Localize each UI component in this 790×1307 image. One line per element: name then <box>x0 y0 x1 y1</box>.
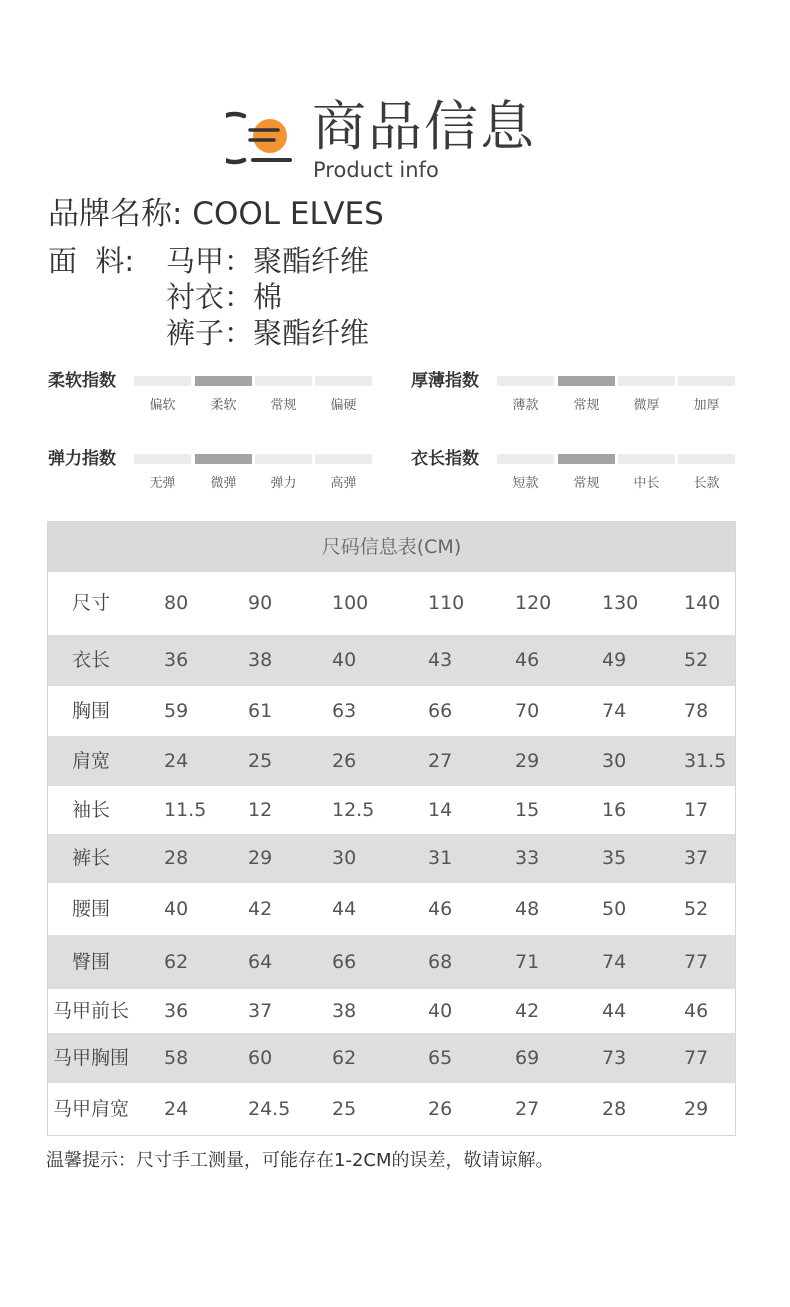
index-segment <box>678 376 735 386</box>
index-option-label: 中长 <box>633 476 660 491</box>
index-segment <box>678 454 735 464</box>
table-cell: 46 <box>684 1000 709 1022</box>
table-cell: 12 <box>248 799 273 821</box>
index-segment <box>618 454 675 464</box>
table-cell: 63 <box>332 700 357 722</box>
index-segment-selected <box>195 454 252 464</box>
table-cell: 26 <box>332 750 357 772</box>
table-cell: 70 <box>515 700 540 722</box>
index-segment-selected <box>558 376 615 386</box>
index-scale <box>134 376 374 413</box>
table-row <box>48 572 735 635</box>
row-label: 衣长 <box>71 649 110 671</box>
table-cell: 37 <box>684 847 709 869</box>
table-cell: 90 <box>248 592 273 614</box>
table-cell: 66 <box>332 951 357 973</box>
table-cell: 12.5 <box>332 799 375 821</box>
row-label: 裤长 <box>71 847 110 869</box>
index-option-label: 薄款 <box>512 398 539 413</box>
table-cell: 69 <box>515 1047 540 1069</box>
table-cell: 65 <box>428 1047 453 1069</box>
row-label: 腰围 <box>71 898 110 920</box>
page-subtitle: Product info <box>313 158 439 182</box>
index-segment <box>255 376 312 386</box>
table-row <box>48 686 735 736</box>
table-cell: 38 <box>332 1000 357 1022</box>
index-option-label: 短款 <box>512 476 539 491</box>
index-segment <box>618 376 675 386</box>
index-option-label: 弹力 <box>270 476 297 491</box>
index-label: 柔软指数 <box>48 371 116 391</box>
fabric-label: 面 料: <box>48 244 135 278</box>
table-cell: 17 <box>684 799 709 821</box>
index-label: 厚薄指数 <box>411 371 479 391</box>
table-cell: 26 <box>428 1098 453 1120</box>
index-option-label: 加厚 <box>693 398 720 413</box>
table-cell: 14 <box>428 799 453 821</box>
table-cell: 64 <box>248 951 273 973</box>
table-cell: 77 <box>684 1047 709 1069</box>
table-cell: 24 <box>164 1098 189 1120</box>
table-cell: 27 <box>515 1098 540 1120</box>
index-option-label: 无弹 <box>149 476 176 491</box>
index-option-label: 柔软 <box>210 398 237 413</box>
table-cell: 27 <box>428 750 453 772</box>
table-cell: 29 <box>515 750 540 772</box>
index-label: 衣长指数 <box>411 449 479 469</box>
fabric-vest: 马甲：聚酯纤维 <box>166 244 370 278</box>
table-cell: 40 <box>332 649 357 671</box>
table-row <box>48 834 735 883</box>
table-cell: 46 <box>428 898 453 920</box>
table-cell: 50 <box>602 898 627 920</box>
size-table <box>47 521 736 1136</box>
table-cell: 33 <box>515 847 540 869</box>
table-cell: 61 <box>248 700 273 722</box>
table-cell: 77 <box>684 951 709 973</box>
table-cell: 62 <box>332 1047 357 1069</box>
row-label: 肩宽 <box>71 750 110 772</box>
table-cell: 29 <box>248 847 273 869</box>
index-segment <box>134 454 191 464</box>
table-cell: 46 <box>515 649 540 671</box>
table-cell: 52 <box>684 898 709 920</box>
table-row <box>48 736 735 786</box>
table-cell: 36 <box>164 649 189 671</box>
table-cell: 11.5 <box>164 799 207 821</box>
table-cell: 43 <box>428 649 453 671</box>
table-cell: 36 <box>164 1000 189 1022</box>
index-option-label: 微弹 <box>210 476 237 491</box>
table-cell: 49 <box>602 649 627 671</box>
header <box>0 92 790 192</box>
table-cell: 31.5 <box>684 750 727 772</box>
table-row <box>48 1083 735 1136</box>
table-cell: 16 <box>602 799 627 821</box>
index-option-label: 常规 <box>573 398 600 413</box>
table-cell: 40 <box>428 1000 453 1022</box>
table-cell: 37 <box>248 1000 273 1022</box>
table-cell: 30 <box>602 750 627 772</box>
index-label: 弹力指数 <box>48 449 116 469</box>
index-scale <box>497 376 737 413</box>
index-option-label: 常规 <box>573 476 600 491</box>
row-label: 臀围 <box>71 951 110 973</box>
document-circle-icon <box>226 110 296 166</box>
table-cell: 62 <box>164 951 189 973</box>
table-cell: 100 <box>332 592 369 614</box>
table-row <box>48 989 735 1033</box>
table-cell: 15 <box>515 799 540 821</box>
index-segment-selected <box>558 454 615 464</box>
table-cell: 73 <box>602 1047 627 1069</box>
row-label: 马甲前长 <box>52 1000 129 1022</box>
table-cell: 42 <box>515 1000 540 1022</box>
index-segment <box>497 376 554 386</box>
table-cell: 28 <box>164 847 189 869</box>
table-cell: 42 <box>248 898 273 920</box>
table-cell: 120 <box>515 592 552 614</box>
row-label: 马甲胸围 <box>52 1047 129 1069</box>
table-cell: 71 <box>515 951 540 973</box>
table-caption: 尺码信息表(CM) <box>48 522 735 572</box>
table-cell: 24.5 <box>248 1098 291 1120</box>
table-cell: 44 <box>332 898 357 920</box>
fabric-shirt: 衬衣：棉 <box>166 280 283 314</box>
index-option-label: 长款 <box>693 476 720 491</box>
table-cell: 35 <box>602 847 627 869</box>
index-segment <box>315 454 372 464</box>
table-cell: 24 <box>164 750 189 772</box>
table-cell: 74 <box>602 951 627 973</box>
table-cell: 52 <box>684 649 709 671</box>
table-cell: 68 <box>428 951 453 973</box>
table-cell: 29 <box>684 1098 709 1120</box>
table-cell: 80 <box>164 592 189 614</box>
table-row <box>48 935 735 989</box>
index-segment <box>497 454 554 464</box>
index-scale <box>497 454 737 491</box>
index-option-label: 微厚 <box>633 398 660 413</box>
index-option-label: 高弹 <box>330 476 357 491</box>
table-cell: 25 <box>332 1098 357 1120</box>
table-cell: 58 <box>164 1047 189 1069</box>
index-segment <box>315 376 372 386</box>
table-cell: 38 <box>248 649 273 671</box>
table-cell: 130 <box>602 592 639 614</box>
table-cell: 110 <box>428 592 465 614</box>
row-label: 尺寸 <box>71 592 110 614</box>
index-segment <box>255 454 312 464</box>
table-cell: 40 <box>164 898 189 920</box>
table-cell: 78 <box>684 700 709 722</box>
index-segment-selected <box>195 376 252 386</box>
table-cell: 48 <box>515 898 540 920</box>
table-cell: 66 <box>428 700 453 722</box>
index-option-label: 偏硬 <box>330 398 357 413</box>
index-option-label: 常规 <box>270 398 297 413</box>
fabric-pants: 裤子：聚酯纤维 <box>166 316 370 350</box>
row-label: 马甲肩宽 <box>52 1098 129 1120</box>
table-row <box>48 786 735 834</box>
table-row <box>48 635 735 686</box>
table-cell: 30 <box>332 847 357 869</box>
table-cell: 74 <box>602 700 627 722</box>
page-title: 商品信息 <box>312 95 536 158</box>
table-row <box>48 883 735 935</box>
index-segment <box>134 376 191 386</box>
row-label: 胸围 <box>71 700 110 722</box>
table-row <box>48 1033 735 1083</box>
index-option-label: 偏软 <box>149 398 176 413</box>
index-scale <box>134 454 374 491</box>
row-label: 袖长 <box>71 799 110 821</box>
table-cell: 140 <box>684 592 721 614</box>
brand-name: 品牌名称: COOL ELVES <box>48 196 384 232</box>
table-cell: 31 <box>428 847 453 869</box>
table-cell: 28 <box>602 1098 627 1120</box>
table-cell: 60 <box>248 1047 273 1069</box>
table-cell: 44 <box>602 1000 627 1022</box>
table-cell: 59 <box>164 700 189 722</box>
table-cell: 25 <box>248 750 273 772</box>
measurement-note: 温馨提示：尺寸手工测量，可能存在1-2CM的误差，敬请谅解。 <box>46 1150 554 1171</box>
